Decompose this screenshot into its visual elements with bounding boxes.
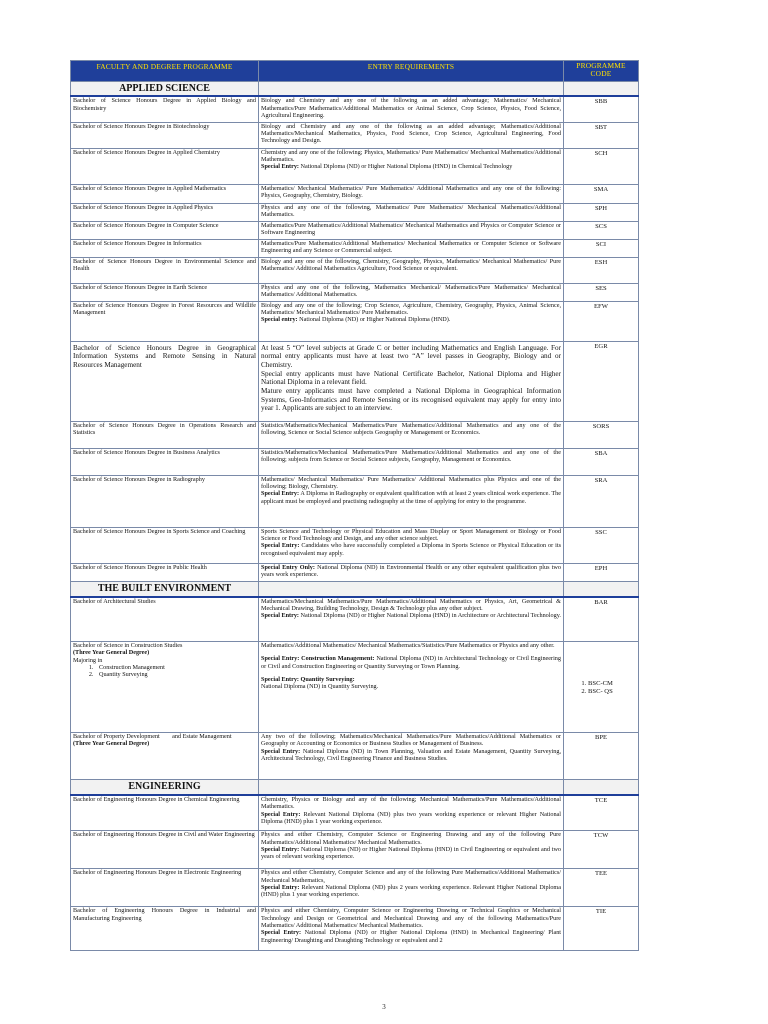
table-row <box>71 122 639 148</box>
programme-code: BPE <box>564 733 639 780</box>
programme-code: SMA <box>564 184 639 203</box>
programme-code: SCS <box>564 221 639 239</box>
entry-requirements <box>259 869 564 907</box>
programme-name: Bachelor of Science Honours Degree in Informatics <box>71 239 259 257</box>
list-item: 1. Construction Management <box>95 664 256 671</box>
special-entry-label: Special Entry: Quantity Surveying: <box>261 676 355 684</box>
special-entry-label: Special Entry: <box>261 490 300 498</box>
programme-name <box>71 642 259 733</box>
special-entry-label: Special entry: <box>261 316 298 324</box>
programme-duration: (Three Year General Degree) <box>73 740 150 748</box>
section-row-engineering <box>71 780 639 795</box>
programme-title: Bachelor of Property Development and Estate Management <box>73 733 232 741</box>
programme-code: TIE <box>564 907 639 951</box>
table-row <box>71 283 639 301</box>
programme-code: SBT <box>564 122 639 148</box>
codes-list <box>566 680 636 696</box>
requirements-text: Mathematics/ Mechanical Mathematics/ Pure Mathematics/ Additional Mathematics plus Physics and one of the following; Biology, Chemistry. <box>261 475 561 491</box>
table-header-row <box>71 61 639 82</box>
programme-name: Bachelor of Engineering Honours Degree in Industrial and Manufacturing Engineering <box>71 907 259 951</box>
requirements-text: Biology and any one of the following; Crop Science, Agriculture, Chemistry, Geography, Physics, Animal Science, Mathematics/ Mechanical Mathematics/ Pure Mathematics. <box>261 301 561 317</box>
programme-name: Bachelor of Science Honours Degree in Operations Research and Statistics <box>71 421 259 448</box>
entry-requirements: Mathematics/Pure Mathematics/Additional Mathematics/ Mechanical Mathematics or Computer Science or Software Engineering and any Science or Commercial subject. <box>259 239 564 257</box>
programme-name: Bachelor of Engineering Honours Degree in Chemical Engineering <box>71 795 259 831</box>
list-item: 2. Quantity Surveying <box>95 671 256 678</box>
requirements-line: Special entry applicants must have National Certificate Bachelor, National Diploma and Higher National Diploma in a relevant field. <box>261 369 561 387</box>
programme-code: EPH <box>564 563 639 581</box>
special-entry-label: Special Entry: <box>261 810 301 818</box>
section-row-built-environment <box>71 581 639 596</box>
special-entry-label: Special Entry: Construction Management: <box>261 655 375 663</box>
entry-requirements <box>259 563 564 581</box>
programme-name: Bachelor of Science Honours Degree in Business Analytics <box>71 448 259 475</box>
special-entry-text: National Diploma (ND) or Higher National Diploma (HND) in Mechanical Engineering/ Plant Engineering/ Draughting and Draughting Technology or equivalent and 2 <box>261 929 562 944</box>
programme-code: SBA <box>564 448 639 475</box>
requirements-line: At least 5 “O” level subjects at Grade C or better including Mathematics and English Language. For normal entry applicants must have at least two “A” level passes in Geography, Biology and or Chemistry. <box>261 343 561 370</box>
programme-name: Bachelor of Science Honours Degree in Earth Science <box>71 283 259 301</box>
special-entry-label: Special Entry: <box>261 884 300 892</box>
requirements-line: Mature entry applicants must have completed a National Diploma in Geographical Information Systems, Geo-Informatics and Remote Sensing or its recognised equivalent may apply for entry into year 1. Applicants are subject to an interview. <box>261 387 561 413</box>
special-entry-text: National Diploma (ND) or Higher National Diploma (HND) in Civil Engineering or equivalent and two years of relevant working experience. <box>261 846 562 861</box>
entry-requirements <box>259 527 564 563</box>
programme-codes <box>564 642 639 733</box>
programme-code: ESH <box>564 257 639 283</box>
programme-name: Bachelor of Science Honours Degree in Applied Biology and Biochemistry <box>71 96 259 122</box>
table-row <box>71 907 639 951</box>
programme-code: TEE <box>564 869 639 907</box>
table-row <box>71 448 639 475</box>
special-entry-label: Special Entry: <box>261 747 301 755</box>
special-entry-text: National Diploma (ND) or Higher National Diploma (HND) in Architecture or Architectural Technology. <box>300 612 561 620</box>
entry-requirements: Physics and any one of the following, Mathematics/ Pure Mathematics/ Mechanical Mathematics/Additional Mathematics. <box>259 203 564 221</box>
special-entry-label: Special Entry: <box>261 542 300 550</box>
special-entry-label: Special Entry: <box>261 929 302 937</box>
programme-code: SRA <box>564 475 639 527</box>
programme-name: Bachelor of Science Honours Degree in Forest Resources and Wildlife Management <box>71 301 259 341</box>
programme-code: SSC <box>564 527 639 563</box>
list-item: 2. BSC- QS <box>588 688 636 696</box>
programme-name: Bachelor of Engineering Honours Degree in Civil and Water Engineering <box>71 831 259 869</box>
programme-code: TCE <box>564 795 639 831</box>
table-row <box>71 184 639 203</box>
entry-requirements <box>259 148 564 184</box>
table-row <box>71 642 639 733</box>
requirements-text: Chemistry and any one of the following; Physics, Mathematics/ Pure Mathematics/ Mechanical Mathematics/Additional Mathematics. <box>261 148 561 164</box>
programme-code: TCW <box>564 831 639 869</box>
programme-code: EGR <box>564 341 639 421</box>
entry-requirements <box>259 475 564 527</box>
entry-requirements: Statistics/Mathematics/Mechanical Mathematics/Pure Mathematics/Additional Mathematics and any one of the following; subjects from Science or Social Science subjects, Geography, Management or Economics. <box>259 448 564 475</box>
special-entry-text: Candidates who have successfully completed a Diploma in Sports Science or Physical Education or its recognised equivalent may apply. <box>261 542 561 557</box>
table-row <box>71 795 639 831</box>
programme-name: Bachelor of Science Honours Degree in Applied Mathematics <box>71 184 259 203</box>
table-row <box>71 475 639 527</box>
requirements-text: Mathematics/Additional Mathematics/ Mechanical Mathematics/Statistics/Pure Mathematics or Physics and any other. <box>261 642 555 650</box>
table-row <box>71 341 639 421</box>
programme-name: Bachelor of Science Honours Degree in Public Health <box>71 563 259 581</box>
special-entry-label: Special Entry Only: <box>261 563 315 571</box>
requirements-text: Chemistry, Physics or Biology and any of the following; Mechanical Mathematics/Pure Mathematics/Additional Mathematics. <box>261 795 561 811</box>
special-entry-text: National Diploma (ND) in Quantity Surveying. <box>261 683 379 691</box>
requirements-text: Sports Science and Technology or Physical Education and Mass Display or Sport Management or Biology or Food Science or Food Technology and Design, and any other science subject. <box>261 527 561 543</box>
programme-code: BAR <box>564 597 639 642</box>
programme-table <box>70 60 639 951</box>
programme-name: Bachelor of Engineering Honours Degree in Electronic Engineering <box>71 869 259 907</box>
programme-code: SCH <box>564 148 639 184</box>
table-row <box>71 148 639 184</box>
programme-name: Bachelor of Architectural Studies <box>71 597 259 642</box>
programme-name: Bachelor of Science Honours Degree in Geographical Information Systems and Remote Sensing in Natural Resources Management <box>71 341 259 421</box>
programme-duration: (Three Year General Degree) <box>73 649 150 657</box>
programme-name: Bachelor of Science Honours Degree in Biotechnology <box>71 122 259 148</box>
special-entry-text: A Diploma in Radiography or equivalent qualification with at least 2 years clinical work experience. The applicant must be employed and practising radiography at the time of applying for entry to the programme. <box>261 490 562 505</box>
special-entry-text: Relevant National Diploma (ND) plus two years working experience or relevant Higher National Diploma (HND) plus 1 year working experience. <box>261 810 561 825</box>
special-entry-label: Special Entry: <box>261 612 299 620</box>
programme-title: Bachelor of Science in Construction Studies <box>73 642 183 650</box>
programme-name: Bachelor of Science Honours Degree in Applied Physics <box>71 203 259 221</box>
programme-code: EFW <box>564 301 639 341</box>
entry-requirements <box>259 341 564 421</box>
table-row <box>71 831 639 869</box>
majors-list <box>73 664 256 679</box>
entry-requirements <box>259 642 564 733</box>
entry-requirements: Biology and Chemistry and any one of the following as an added advantage; Mathematics/Additional Mathematics/Mechanical Mathematics, Physics, Food Science, Crop Science, Agricultural Engineering, Food Technology and Design. <box>259 122 564 148</box>
header-code: PROGRAMME CODE <box>564 61 639 82</box>
entry-requirements <box>259 907 564 951</box>
entry-requirements <box>259 301 564 341</box>
section-title: ENGINEERING <box>71 780 259 795</box>
special-entry-text: National Diploma (ND) in Environmental Health or any other equivalent qualification plus two years work experience. <box>261 563 561 579</box>
programme-name: Bachelor of Science Honours Degree in Sports Science and Coaching <box>71 527 259 563</box>
entry-requirements <box>259 733 564 780</box>
programme-code: SCI <box>564 239 639 257</box>
special-entry-text: National Diploma (ND) or Higher National Diploma (HND) in Chemical Technology <box>300 163 513 171</box>
table-row <box>71 96 639 122</box>
section-title: APPLIED SCIENCE <box>71 81 259 96</box>
header-requirements: ENTRY REQUIREMENTS <box>259 61 564 82</box>
special-entry-text: National Diploma (ND) in Architectural Technology or Civil Engineering or Civil and Construction Engineering or Quantity Surveying or Town Planning. <box>261 655 561 670</box>
entry-requirements: Biology and Chemistry and any one of the following as an added advantage; Mathematics/ Mechanical Mathematics/Pure Mathematics/Additional Mathematics or Animal Science, Crop Science, Physics, Food Science, Agricultural Engineering. <box>259 96 564 122</box>
special-entry-text: Relevant National Diploma (ND) plus 2 years working experience. Relevant Higher National Diploma (HND) plus 1 year working experience. <box>261 884 561 899</box>
programme-code: SBB <box>564 96 639 122</box>
entry-requirements <box>259 795 564 831</box>
table-row <box>71 421 639 448</box>
programme-name: Bachelor of Science Honours Degree in Computer Science <box>71 221 259 239</box>
document-page <box>70 60 638 951</box>
programme-majoring-note: Majoring in <box>73 656 103 664</box>
table-row <box>71 221 639 239</box>
table-row <box>71 527 639 563</box>
programme-code: SORS <box>564 421 639 448</box>
entry-requirements: Physics and any one of the following, Mathematics Mechanical/ Mathematics/Pure Mathematics/ Mechanical Mathematics/ Additional Mathematics. <box>259 283 564 301</box>
requirements-text: Mathematics/Mechanical Mathematics/Pure Mathematics/Additional Mathematics or Physics, Art, Geometrical & Mechanical Drawing, Building Technology, Design & Technology plus any other subject. <box>261 597 561 612</box>
table-row <box>71 301 639 341</box>
section-title: THE BUILT ENVIRONMENT <box>71 581 259 596</box>
special-entry-text: National Diploma (ND) or Higher National Diploma (HND). <box>299 316 451 324</box>
list-item: 1. BSC-CM <box>588 680 636 688</box>
page-number: 3 <box>382 1003 386 1011</box>
header-faculty: FACULTY AND DEGREE PROGRAMME <box>71 61 259 82</box>
table-row <box>71 563 639 581</box>
entry-requirements: Statistics/Mathematics/Mechanical Mathematics/Pure Mathematics/Additional Mathematics and any one of the following, Science or Social Science subjects Geography or Management or Economics. <box>259 421 564 448</box>
programme-name: Bachelor of Science Honours Degree in Radiography <box>71 475 259 527</box>
entry-requirements <box>259 597 564 642</box>
entry-requirements: Biology and any one of the following, Chemistry, Geography, Physics, Mathematics/ Mechanical Mathematics/ Pure Mathematics/ Additional Mathematics Agriculture, Food Science or equivalent. <box>259 257 564 283</box>
programme-code: SPH <box>564 203 639 221</box>
requirements-text: Any two of the following; Mathematics/Mechanical Mathematics/Pure Mathematics/Additional Mathematics or Geography or Accounting or Economics or Business Studies or Management of Business. <box>261 733 561 748</box>
entry-requirements: Mathematics/Pure Mathematics/Additional Mathematics/ Mechanical Mathematics and Physics or Computer Science or Software Engineering <box>259 221 564 239</box>
table-row <box>71 597 639 642</box>
table-row <box>71 257 639 283</box>
special-entry-text: National Diploma (ND) in Town Planning, Valuation and Estate Management, Quantity Surveying, Architectural Technology, Civil Engineering Finance and Business Studies. <box>261 747 562 763</box>
entry-requirements: Mathematics/ Mechanical Mathematics/ Pure Mathematics/ Additional Mathematics and any one of the following: Physics, Geography, Chemistry, Biology. <box>259 184 564 203</box>
table-row <box>71 733 639 780</box>
requirements-text: Physics and either Chemistry, Computer Science or Engineering Drawing or Technical Graphics or Mechanical Technology and Design or Geometrical and Mechanical Drawing and any of the following Mathematics/Pure Mathematics/ Additional Mathematics/ Mechanical Mathematics. <box>261 907 561 930</box>
table-row <box>71 869 639 907</box>
section-row-applied-science <box>71 81 639 96</box>
special-entry-label: Special Entry: <box>261 163 299 171</box>
programme-name: Bachelor of Science Honours Degree in Environmental Science and Health <box>71 257 259 283</box>
table-row <box>71 239 639 257</box>
programme-name <box>71 733 259 780</box>
requirements-text: Physics and either Chemistry, Computer Science or Engineering Drawing and any of the following Pure Mathematics/Additional Mathematics/ Mechanical Mathematics. <box>261 831 561 846</box>
special-entry-label: Special Entry: <box>261 846 300 854</box>
programme-code: SES <box>564 283 639 301</box>
entry-requirements <box>259 831 564 869</box>
table-row <box>71 203 639 221</box>
programme-name: Bachelor of Science Honours Degree in Applied Chemistry <box>71 148 259 184</box>
requirements-text: Physics and either Chemistry, Computer Science and any of the following Pure Mathematics/Additional Mathematics/ Mechanical Mathematics, <box>261 869 561 884</box>
